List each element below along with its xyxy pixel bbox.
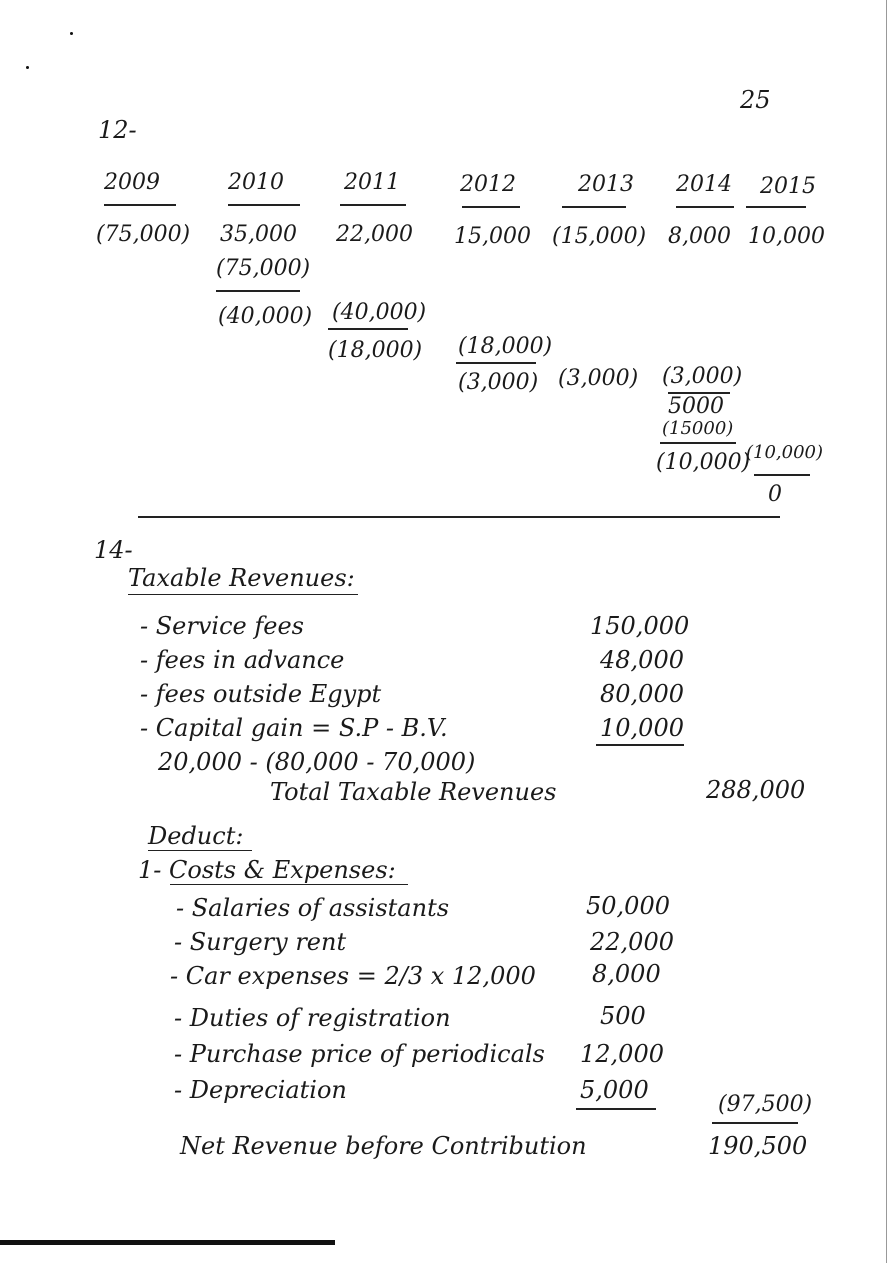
cost-amount: 50,000 (586, 892, 670, 920)
revenue-amount: 150,000 (590, 612, 690, 640)
taxable-revenues-heading: Taxable Revenues: (128, 564, 355, 592)
underline (216, 290, 300, 292)
page-number: 25 (740, 86, 771, 114)
heading-underline (170, 884, 408, 885)
q14-label: 14- (94, 536, 133, 564)
cost-label: - Purchase price of periodicals (174, 1040, 545, 1068)
year-2014: 2014 (676, 172, 732, 197)
cost-amount: 5,000 (580, 1076, 649, 1104)
revenue-amount: 10,000 (600, 714, 684, 742)
cell-2013-result: (3,000) (558, 366, 639, 391)
cell-2010: 35,000 (220, 222, 297, 247)
year-underline (104, 204, 176, 206)
cell-2011: 22,000 (336, 222, 413, 247)
cell-2014-subtract-2: (15000) (662, 418, 734, 439)
year-underline (340, 204, 406, 206)
total-taxable-label: Total Taxable Revenues (270, 778, 557, 806)
underline (596, 744, 684, 746)
cost-amount: 500 (600, 1002, 646, 1030)
costs-heading: 1- Costs & Expenses: (138, 856, 396, 884)
revenue-label: - Service fees (140, 612, 304, 640)
cost-label: - Car expenses = 2/3 x 12,000 (170, 962, 536, 990)
year-underline (562, 206, 626, 208)
cost-label: - Surgery rent (174, 928, 347, 956)
cell-2013: (15,000) (552, 224, 647, 249)
cell-2014-subtotal: 5000 (668, 394, 724, 419)
cost-label: - Salaries of assistants (176, 894, 450, 922)
cost-label: - Duties of registration (174, 1004, 451, 1032)
cost-amount: 8,000 (592, 960, 661, 988)
cell-2009: (75,000) (96, 222, 191, 247)
heading-underline (148, 850, 252, 851)
revenue-label: - fees in advance (140, 646, 345, 674)
revenue-label: - Capital gain = S.P - B.V. (140, 714, 448, 742)
cell-2012-subtract: (18,000) (458, 334, 553, 359)
underline (576, 1108, 656, 1110)
year-2011: 2011 (344, 170, 400, 195)
cost-amount: 22,000 (590, 928, 674, 956)
underline (754, 474, 810, 476)
revenue-amount: 48,000 (600, 646, 684, 674)
capital-gain-calc: 20,000 - (80,000 - 70,000) (158, 748, 476, 776)
heading-underline (128, 594, 358, 595)
underline (712, 1122, 798, 1124)
year-2012: 2012 (460, 172, 516, 197)
year-underline (746, 206, 806, 208)
scan-speck (70, 32, 73, 35)
year-underline (676, 206, 734, 208)
cell-2015: 10,000 (748, 224, 825, 249)
year-2013: 2013 (578, 172, 634, 197)
underline (660, 442, 736, 444)
scan-edge-bar (0, 1240, 335, 1245)
cell-2014: 8,000 (668, 224, 731, 249)
cell-2010-result: (40,000) (218, 304, 313, 329)
net-revenue-label: Net Revenue before Contribution (180, 1132, 587, 1160)
revenue-amount: 80,000 (600, 680, 684, 708)
cell-2012-result: (3,000) (458, 370, 539, 395)
year-underline (462, 206, 520, 208)
cost-amount: 12,000 (580, 1040, 664, 1068)
cell-2014-subtract: (3,000) (662, 364, 743, 389)
cell-2014-result: (10,000) (656, 450, 751, 475)
cell-2015-subtract: (10,000) (746, 442, 824, 463)
year-2010: 2010 (228, 170, 284, 195)
q12-label: 12- (98, 116, 137, 144)
total-taxable-value: 288,000 (706, 776, 806, 804)
costs-total: (97,500) (718, 1092, 813, 1117)
cell-2012: 15,000 (454, 224, 531, 249)
cost-label: - Depreciation (174, 1076, 347, 1104)
underline (328, 328, 408, 330)
cell-2015-result: 0 (768, 482, 782, 507)
net-revenue-value: 190,500 (708, 1132, 808, 1160)
year-2009: 2009 (104, 170, 160, 195)
scan-speck (26, 66, 29, 69)
page-edge (886, 0, 887, 1263)
cell-2010-subtract: (75,000) (216, 256, 311, 281)
deduct-heading: Deduct: (148, 822, 244, 850)
section-divider (138, 516, 780, 518)
cell-2011-subtract: (40,000) (332, 300, 427, 325)
revenue-label: - fees outside Egypt (140, 680, 382, 708)
underline (456, 362, 536, 364)
cell-2011-result: (18,000) (328, 338, 423, 363)
year-2015: 2015 (760, 174, 816, 199)
year-underline (228, 204, 300, 206)
